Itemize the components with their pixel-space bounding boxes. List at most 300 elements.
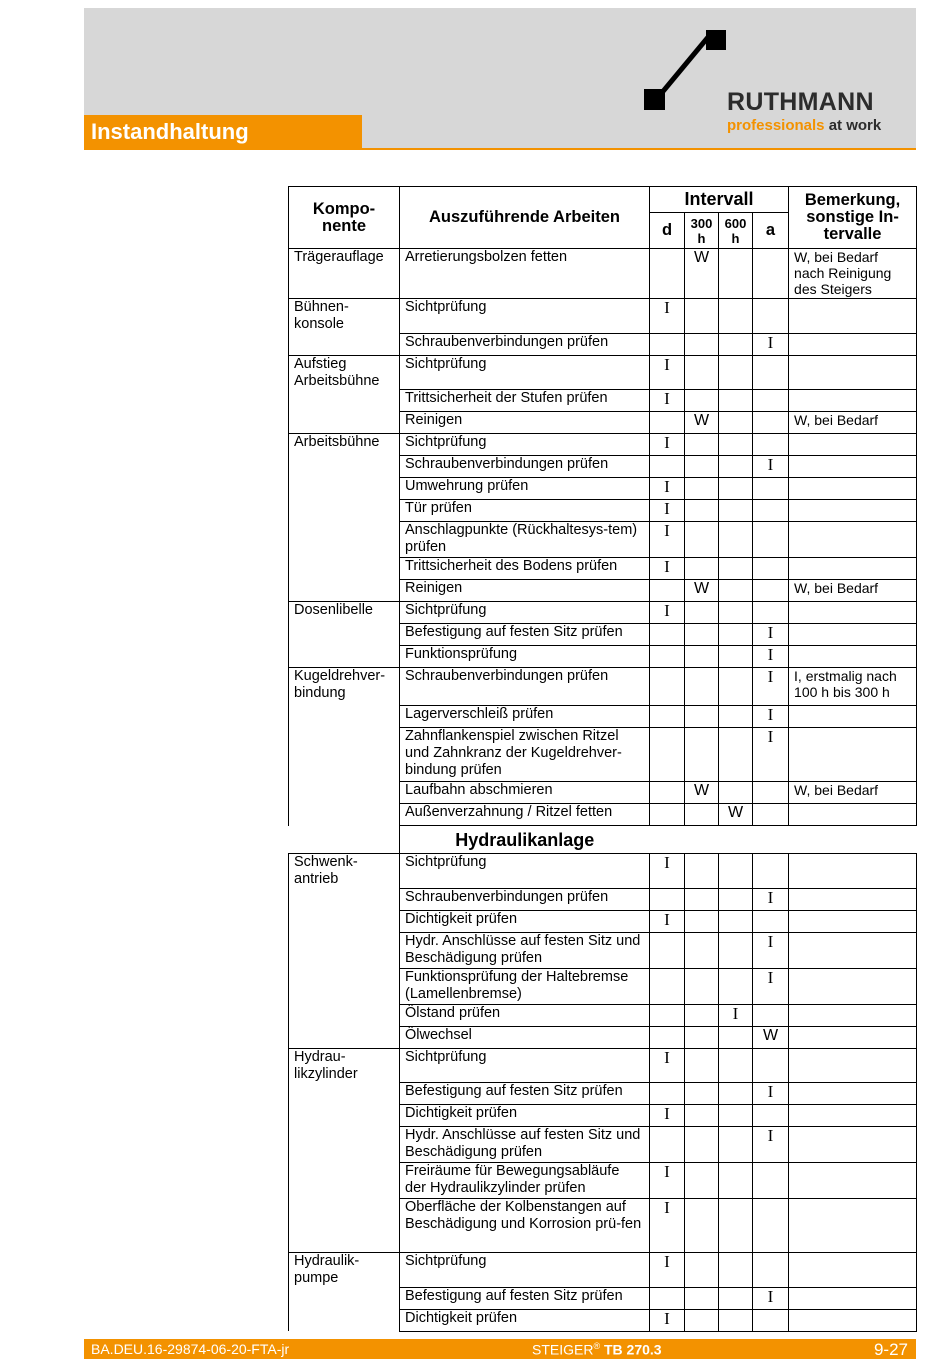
interval-h300-cell	[685, 478, 719, 500]
interval-a-cell	[753, 668, 789, 706]
interval-a-cell	[753, 390, 789, 412]
interval-h300-cell	[685, 1127, 719, 1163]
table-row	[289, 804, 917, 826]
component-cell: Arbeitsbühne	[289, 434, 400, 456]
component-cell	[289, 412, 400, 434]
remark-cell	[789, 522, 917, 558]
interval-h600-cell	[719, 1127, 753, 1163]
work-cell: Schraubenverbindungen prüfen	[400, 456, 650, 478]
interval-h300-cell	[685, 602, 719, 624]
interval-d-cell	[650, 1105, 685, 1127]
interval-h300-cell	[685, 1163, 719, 1199]
work-cell: Schraubenverbindungen prüfen	[400, 888, 650, 910]
interval-h300-cell	[685, 1105, 719, 1127]
interval-h300-cell	[685, 355, 719, 390]
logo-tagline: professionals at work	[727, 117, 882, 134]
header-300h: 300 h	[685, 213, 719, 249]
remark-cell	[789, 968, 917, 1004]
work-cell: Arretierungsbolzen fetten	[400, 249, 650, 299]
interval-mark: I	[767, 645, 774, 664]
work-cell: Laufbahn abschmieren	[400, 782, 650, 804]
work-cell: Zahnflankenspiel zwischen Ritzel und Zahnkranz der Kugeldrehver-bindung prüfen	[400, 728, 650, 782]
interval-h300-cell	[685, 1048, 719, 1083]
interval-a-cell	[753, 728, 789, 782]
interval-a-cell	[753, 910, 789, 932]
work-cell: Funktionsprüfung	[400, 646, 650, 668]
component-cell	[289, 558, 400, 580]
interval-d-cell	[650, 782, 685, 804]
interval-h300-cell	[685, 932, 719, 968]
interval-mark: I	[664, 433, 670, 452]
component-cell	[289, 646, 400, 668]
remark-cell	[789, 602, 917, 624]
work-cell: Außenverzahnung / Ritzel fetten	[400, 804, 650, 826]
work-cell: Sichtprüfung	[400, 854, 650, 889]
table-row	[289, 1127, 917, 1163]
interval-d-cell	[650, 804, 685, 826]
interval-a-cell	[753, 706, 789, 728]
table-row	[289, 355, 917, 390]
table-row	[289, 434, 917, 456]
interval-h600-cell	[719, 1199, 753, 1253]
interval-a-cell	[753, 558, 789, 580]
interval-mark: I	[664, 354, 670, 374]
interval-d-cell	[650, 390, 685, 412]
work-cell: Schraubenverbindungen prüfen	[400, 333, 650, 355]
interval-h600-cell	[719, 728, 753, 782]
interval-a-cell	[753, 500, 789, 522]
work-cell: Freiräume für Bewegungsabläufe der Hydraulikzylinder prüfen	[400, 1163, 650, 1199]
interval-mark: I	[767, 667, 774, 686]
interval-mark: I	[664, 389, 670, 408]
interval-h600-cell	[719, 1026, 753, 1048]
interval-d-cell	[650, 522, 685, 558]
interval-mark: I	[767, 967, 774, 987]
table-row	[289, 1199, 917, 1253]
interval-d-cell	[650, 558, 685, 580]
remark-cell	[789, 1253, 917, 1288]
interval-a-cell	[753, 854, 789, 889]
work-cell: Dichtigkeit prüfen	[400, 1309, 650, 1331]
component-cell	[289, 478, 400, 500]
remark-cell	[789, 1163, 917, 1199]
table-row	[289, 580, 917, 602]
interval-a-cell	[753, 1083, 789, 1105]
interval-mark: I	[767, 1286, 774, 1306]
work-cell: Dichtigkeit prüfen	[400, 910, 650, 932]
interval-mark: I	[664, 1162, 670, 1181]
interval-d-cell	[650, 299, 685, 334]
table-row	[289, 932, 917, 968]
interval-h300-cell	[685, 456, 719, 478]
interval-a-cell	[753, 1253, 789, 1288]
interval-a-cell	[753, 1004, 789, 1026]
interval-a-cell	[753, 646, 789, 668]
interval-d-cell	[650, 412, 685, 434]
remark-cell	[789, 558, 917, 580]
table-row	[289, 412, 917, 434]
interval-h600-cell	[719, 558, 753, 580]
interval-h600-cell	[719, 1048, 753, 1083]
interval-h600-cell	[719, 500, 753, 522]
table-row	[289, 558, 917, 580]
interval-d-cell	[650, 500, 685, 522]
interval-a-cell	[753, 580, 789, 602]
remark-cell	[789, 624, 917, 646]
remark-cell	[789, 1127, 917, 1163]
table-row	[289, 1163, 917, 1199]
interval-mark: I	[767, 705, 774, 724]
interval-mark: I	[664, 477, 670, 496]
table-row	[289, 602, 917, 624]
work-cell: Sichtprüfung	[400, 434, 650, 456]
interval-a-cell	[753, 434, 789, 456]
component-cell: Bühnen-konsole	[289, 299, 400, 334]
table-row	[289, 668, 917, 706]
interval-h600-cell	[719, 355, 753, 390]
interval-d-cell	[650, 1026, 685, 1048]
remark-cell	[789, 1199, 917, 1253]
interval-h600-cell	[719, 1004, 753, 1026]
interval-a-cell	[753, 355, 789, 390]
interval-h300-cell	[685, 299, 719, 334]
work-cell: Ölstand prüfen	[400, 1004, 650, 1026]
component-cell	[289, 932, 400, 968]
table-row	[289, 624, 917, 646]
interval-h600-cell	[719, 668, 753, 706]
interval-d-cell	[650, 1004, 685, 1026]
work-cell: Umwehrung prüfen	[400, 478, 650, 500]
work-cell: Lagerverschleiß prüfen	[400, 706, 650, 728]
remark-cell: W, bei Bedarf nach Reinigung des Steigers	[789, 249, 917, 299]
interval-h600-cell	[719, 1309, 753, 1331]
work-cell: Sichtprüfung	[400, 355, 650, 390]
work-cell: Trittsicherheit des Bodens prüfen	[400, 558, 650, 580]
component-cell: Aufstieg Arbeitsbühne	[289, 355, 400, 390]
interval-mark: W	[727, 804, 744, 821]
component-cell	[289, 1004, 400, 1026]
remark-cell	[789, 434, 917, 456]
interval-h600-cell	[719, 888, 753, 910]
work-cell: Ölwechsel	[400, 1026, 650, 1048]
table-row	[289, 706, 917, 728]
interval-h300-cell	[685, 646, 719, 668]
interval-d-cell	[650, 1309, 685, 1331]
interval-h300-cell	[685, 668, 719, 706]
table-row	[289, 1004, 917, 1026]
interval-mark: I	[664, 601, 670, 620]
table-row	[289, 782, 917, 804]
interval-h600-cell	[719, 390, 753, 412]
interval-a-cell	[753, 478, 789, 500]
interval-d-cell	[650, 932, 685, 968]
interval-h600-cell	[719, 910, 753, 932]
interval-h300-cell	[685, 706, 719, 728]
interval-a-cell	[753, 624, 789, 646]
remark-cell: I, erstmalig nach 100 h bis 300 h	[789, 668, 917, 706]
interval-a-cell	[753, 1309, 789, 1331]
interval-a-cell	[753, 1287, 789, 1309]
remark-cell	[789, 390, 917, 412]
remark-cell	[789, 1083, 917, 1105]
remark-cell	[789, 1048, 917, 1083]
interval-h300-cell	[685, 522, 719, 558]
interval-mark: I	[664, 853, 670, 872]
table-row	[289, 646, 917, 668]
interval-mark: I	[664, 1104, 670, 1123]
interval-mark: I	[664, 1308, 670, 1328]
remark-cell	[789, 910, 917, 932]
work-cell: Sichtprüfung	[400, 299, 650, 334]
interval-d-cell	[650, 646, 685, 668]
interval-d-cell	[650, 706, 685, 728]
component-cell	[289, 782, 400, 804]
interval-a-cell	[753, 888, 789, 910]
header-component: Kompo- nente	[289, 187, 400, 249]
interval-h600-cell	[719, 602, 753, 624]
component-cell: Dosenlibelle	[289, 602, 400, 624]
component-cell: Schwenk-antrieb	[289, 854, 400, 889]
interval-h600-cell	[719, 522, 753, 558]
remark-cell	[789, 646, 917, 668]
interval-mark: I	[767, 931, 774, 951]
interval-d-cell	[650, 1199, 685, 1253]
section-hydraulik-heading: Hydraulikanlage	[455, 830, 595, 850]
work-cell: Schraubenverbindungen prüfen	[400, 668, 650, 706]
interval-h600-cell	[719, 1083, 753, 1105]
header-600h: 600 h	[719, 213, 753, 249]
interval-d-cell	[650, 580, 685, 602]
interval-mark: I	[767, 727, 774, 746]
interval-h300-cell	[685, 1199, 719, 1253]
remark-cell: W, bei Bedarf	[789, 782, 917, 804]
footer-page-number: 9-27	[873, 1340, 908, 1359]
interval-h600-cell	[719, 932, 753, 968]
work-cell: Sichtprüfung	[400, 1048, 650, 1083]
interval-mark: I	[732, 1003, 739, 1023]
interval-mark: I	[767, 1126, 774, 1145]
remark-cell	[789, 804, 917, 826]
interval-d-cell	[650, 249, 685, 299]
maintenance-table	[288, 186, 917, 1332]
table-row	[289, 1105, 917, 1127]
interval-mark: W	[762, 1026, 779, 1044]
remark-cell	[789, 299, 917, 334]
interval-d-cell	[650, 1048, 685, 1083]
work-cell: Trittsicherheit der Stufen prüfen	[400, 390, 650, 412]
work-cell: Sichtprüfung	[400, 602, 650, 624]
interval-h600-cell	[719, 804, 753, 826]
component-cell	[289, 728, 400, 782]
remark-cell	[789, 1287, 917, 1309]
component-cell	[289, 580, 400, 602]
interval-d-cell	[650, 888, 685, 910]
interval-a-cell	[753, 1048, 789, 1083]
interval-h600-cell	[719, 1163, 753, 1199]
interval-mark: I	[767, 623, 774, 642]
component-cell	[289, 1309, 400, 1331]
component-cell	[289, 1127, 400, 1163]
header-work: Auszuführende Arbeiten	[400, 187, 650, 249]
interval-h600-cell	[719, 478, 753, 500]
interval-a-cell	[753, 522, 789, 558]
interval-d-cell	[650, 854, 685, 889]
interval-mark: W	[693, 412, 710, 429]
remark-cell	[789, 333, 917, 355]
table-row	[289, 333, 917, 355]
interval-h300-cell	[685, 558, 719, 580]
interval-d-cell	[650, 333, 685, 355]
interval-d-cell	[650, 1083, 685, 1105]
interval-d-cell	[650, 1127, 685, 1163]
table-row	[289, 968, 917, 1004]
interval-d-cell	[650, 602, 685, 624]
interval-h600-cell	[719, 249, 753, 299]
interval-a-cell	[753, 1199, 789, 1253]
table-row	[289, 522, 917, 558]
interval-d-cell	[650, 1253, 685, 1288]
interval-h600-cell	[719, 412, 753, 434]
table-row	[289, 478, 917, 500]
remark-cell	[789, 932, 917, 968]
table-row	[289, 910, 917, 932]
interval-a-cell	[753, 1026, 789, 1048]
interval-h600-cell	[719, 968, 753, 1004]
table-row	[289, 1048, 917, 1083]
table-row	[289, 456, 917, 478]
component-cell	[289, 910, 400, 932]
remark-cell: W, bei Bedarf	[789, 580, 917, 602]
interval-h300-cell	[685, 434, 719, 456]
interval-h600-cell	[719, 580, 753, 602]
interval-h300-cell	[685, 1083, 719, 1105]
interval-d-cell	[650, 728, 685, 782]
interval-mark: I	[767, 887, 774, 907]
interval-a-cell	[753, 299, 789, 334]
interval-d-cell	[650, 624, 685, 646]
table-row	[289, 390, 917, 412]
component-cell	[289, 1083, 400, 1105]
remark-cell	[789, 854, 917, 889]
interval-h300-cell	[685, 1309, 719, 1331]
interval-h600-cell	[719, 646, 753, 668]
work-cell: Dichtigkeit prüfen	[400, 1105, 650, 1127]
section-title: Instandhaltung	[84, 115, 362, 148]
interval-a-cell	[753, 804, 789, 826]
component-cell	[289, 624, 400, 646]
component-cell	[289, 1199, 400, 1253]
interval-h600-cell	[719, 434, 753, 456]
component-cell: Hydrau-likzylinder	[289, 1048, 400, 1083]
interval-a-cell	[753, 249, 789, 299]
interval-h300-cell	[685, 333, 719, 355]
interval-mark: I	[664, 521, 670, 540]
remark-cell	[789, 706, 917, 728]
interval-mark: I	[664, 909, 670, 929]
interval-a-cell	[753, 602, 789, 624]
interval-a-cell	[753, 456, 789, 478]
interval-d-cell	[650, 456, 685, 478]
interval-h300-cell	[685, 728, 719, 782]
interval-h300-cell	[685, 1026, 719, 1048]
component-cell	[289, 456, 400, 478]
interval-h300-cell	[685, 412, 719, 434]
header-d: d	[650, 213, 685, 249]
interval-a-cell	[753, 1127, 789, 1163]
interval-mark: I	[767, 332, 774, 352]
remark-cell	[789, 1026, 917, 1048]
component-cell: Hydraulik-pumpe	[289, 1253, 400, 1288]
component-cell	[289, 390, 400, 412]
interval-d-cell	[650, 668, 685, 706]
interval-h600-cell	[719, 1105, 753, 1127]
remark-cell	[789, 456, 917, 478]
interval-a-cell	[753, 333, 789, 355]
interval-a-cell	[753, 932, 789, 968]
interval-mark: W	[693, 249, 710, 266]
component-cell	[289, 333, 400, 355]
interval-h600-cell	[719, 624, 753, 646]
interval-h300-cell	[685, 624, 719, 646]
work-cell: Anschlagpunkte (Rückhaltesys-tem) prüfen	[400, 522, 650, 558]
interval-mark: I	[664, 1047, 670, 1067]
header-a: a	[753, 213, 789, 249]
table-row	[289, 728, 917, 782]
component-cell	[289, 968, 400, 1004]
table-row	[289, 888, 917, 910]
interval-mark: I	[767, 455, 774, 474]
work-cell: Oberfläche der Kolbenstangen auf Beschädigung und Korrosion prü-fen	[400, 1199, 650, 1253]
component-cell	[289, 1105, 400, 1127]
remark-cell	[789, 888, 917, 910]
interval-mark: I	[664, 1252, 670, 1271]
remark-cell	[789, 1105, 917, 1127]
component-cell: Trägerauflage	[289, 249, 400, 299]
interval-d-cell	[650, 478, 685, 500]
table-row	[289, 1309, 917, 1331]
work-cell: Befestigung auf festen Sitz prüfen	[400, 624, 650, 646]
component-cell	[289, 1287, 400, 1309]
interval-mark: I	[664, 298, 670, 317]
interval-h300-cell	[685, 804, 719, 826]
interval-h600-cell	[719, 1287, 753, 1309]
interval-mark: I	[767, 1082, 774, 1101]
page-footer	[84, 1339, 916, 1359]
work-cell: Tür prüfen	[400, 500, 650, 522]
ruthmann-logo-icon	[640, 26, 732, 118]
remark-cell	[789, 1004, 917, 1026]
interval-mark: W	[693, 580, 710, 597]
header-remark: Bemerkung, sonstige In- tervalle	[789, 187, 917, 249]
component-cell	[289, 522, 400, 558]
interval-h300-cell	[685, 888, 719, 910]
component-cell	[289, 804, 400, 826]
interval-a-cell	[753, 412, 789, 434]
interval-h600-cell	[719, 456, 753, 478]
interval-h300-cell	[685, 390, 719, 412]
work-cell: Reinigen	[400, 412, 650, 434]
logo-wordmark: RUTHMANN	[727, 88, 874, 116]
table-row	[289, 1083, 917, 1105]
interval-h300-cell	[685, 249, 719, 299]
work-cell: Befestigung auf festen Sitz prüfen	[400, 1287, 650, 1309]
interval-h300-cell	[685, 782, 719, 804]
interval-h300-cell	[685, 1004, 719, 1026]
interval-h300-cell	[685, 854, 719, 889]
interval-h600-cell	[719, 854, 753, 889]
remark-cell	[789, 355, 917, 390]
interval-h300-cell	[685, 580, 719, 602]
